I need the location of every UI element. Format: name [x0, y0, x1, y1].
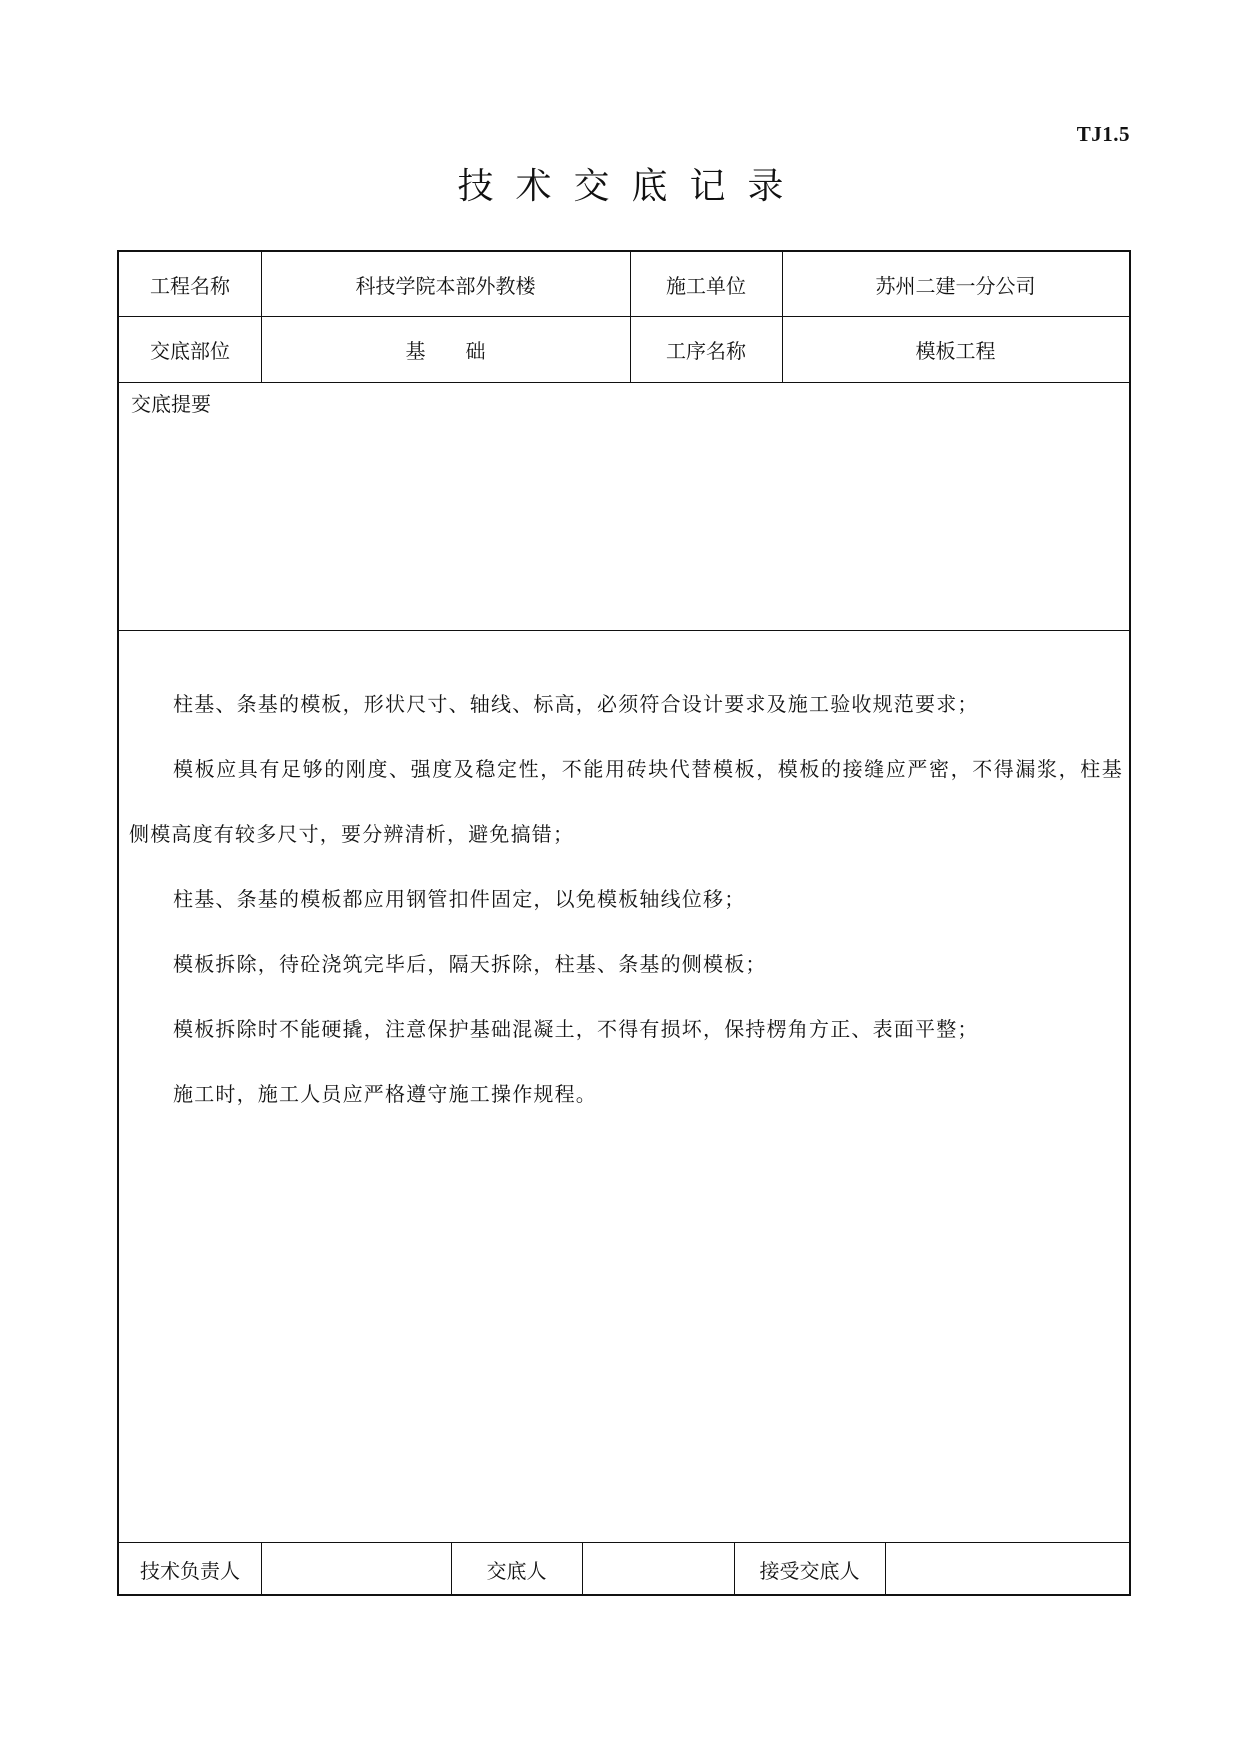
form-code: TJ1.5	[1076, 122, 1130, 146]
process-name-value[interactable]: 模板工程	[915, 338, 996, 363]
discloser-label: 交底人	[486, 1558, 547, 1583]
recipient-label: 接受交底人	[759, 1558, 860, 1583]
page-title: 技术交底记录	[457, 166, 806, 207]
content-paragraph: 柱基、条基的模板，形状尺寸、轴线、标高，必须符合设计要求及施工验收规范要求；	[173, 692, 979, 716]
row-divider	[119, 630, 1129, 631]
project-name-label: 工程名称	[150, 273, 230, 298]
discloser-signature-field[interactable]	[582, 1542, 734, 1596]
process-name-label: 工序名称	[666, 338, 746, 363]
disclosure-content	[129, 672, 1123, 1127]
content-paragraph: 模板拆除时不能硬撬，注意保护基础混凝土，不得有损坏，保持楞角方正、表面平整；	[173, 1017, 979, 1041]
disclosure-part-value[interactable]: 基 础	[405, 338, 486, 363]
construction-unit-value[interactable]: 苏州二建一分公司	[875, 273, 1036, 298]
row-divider	[119, 382, 1129, 383]
tech-lead-signature-field[interactable]	[261, 1542, 451, 1596]
summary-label: 交底提要	[131, 392, 211, 416]
disclosure-form	[117, 250, 1131, 1596]
disclosure-part-label: 交底部位	[150, 338, 230, 363]
construction-unit-label: 施工单位	[666, 273, 746, 298]
content-paragraph: 施工时，施工人员应严格遵守施工操作规程。	[173, 1082, 597, 1106]
project-name-value[interactable]: 科技学院本部外教楼	[355, 273, 536, 298]
content-paragraph: 柱基、条基的模板都应用钢管扣件固定，以免模板轴线位移；	[173, 887, 746, 911]
content-paragraph: 模板应具有足够的刚度、强度及稳定性，不能用砖块代替模板，模板的接缝应严密，不得漏浆，柱基侧模高度有较多尺寸，要分辨清析，避免搞错；	[129, 757, 1123, 846]
tech-lead-label: 技术负责人	[140, 1558, 240, 1583]
content-paragraph: 模板拆除，待砼浇筑完毕后，隔天拆除，柱基、条基的侧模板；	[173, 952, 767, 976]
recipient-signature-field[interactable]	[885, 1542, 1129, 1596]
